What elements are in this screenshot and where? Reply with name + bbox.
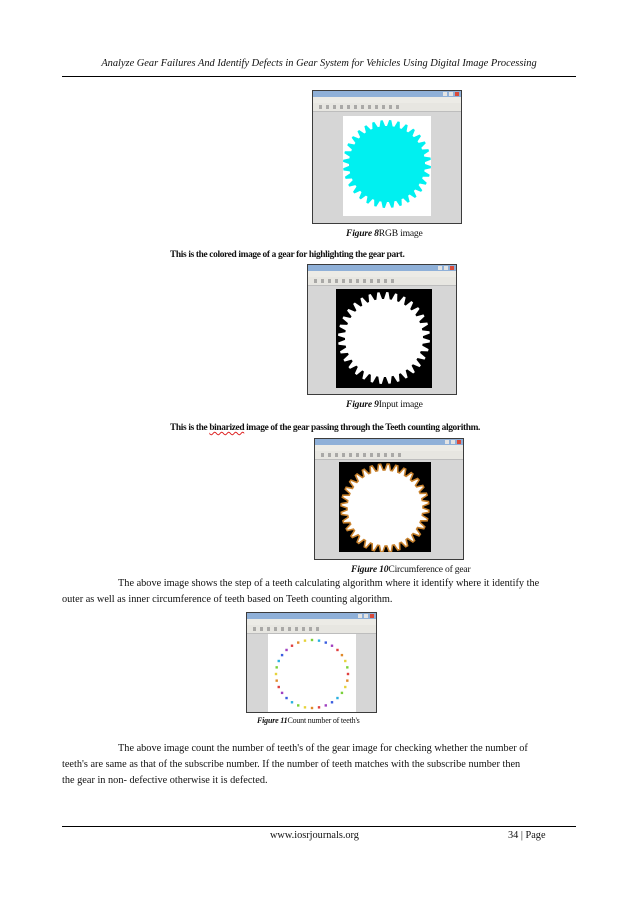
toolbar-icons <box>321 453 401 457</box>
binarized-image-note: This is the binarized image of the gear passing through the Teeth counting algorithm. <box>170 423 481 433</box>
paragraph-line: teeth's are same as that of the subscribe number. If the number of teeth matches with the subscribe number then <box>62 759 521 770</box>
figure-8-text: RGB image <box>378 228 423 239</box>
running-header: Analyze Gear Failures And Identify Defects in Gear System for Vehicles Using Digital Image Processing <box>101 58 537 69</box>
figure-10-number: Figure 10 <box>351 564 389 575</box>
tooth-marker <box>304 639 306 641</box>
tooth-marker <box>291 645 293 647</box>
tooth-marker <box>275 673 277 675</box>
toolbar-icons <box>253 627 319 631</box>
tooth-marker <box>347 673 349 675</box>
figure-9-text: Input image <box>378 399 423 410</box>
header-rule <box>62 76 576 77</box>
figure-9-window <box>307 264 457 395</box>
figure-9-number: Figure 9 <box>346 399 379 410</box>
figure-8-number: Figure 8 <box>346 228 379 239</box>
circumference-gear-image <box>339 462 431 552</box>
toolbar-icons <box>319 105 399 109</box>
tooth-marker <box>304 706 306 708</box>
rgb-gear-image <box>343 116 431 216</box>
tooth-marker <box>344 686 346 688</box>
tooth-marker <box>318 639 320 641</box>
minimize-icon <box>358 614 362 618</box>
teeth-count-paragraph <box>62 741 578 789</box>
tooth-marker <box>275 666 277 668</box>
maximize-icon <box>444 266 448 270</box>
tooth-marker <box>341 692 343 694</box>
toolbar-icons <box>314 279 394 283</box>
maximize-icon <box>364 614 368 618</box>
footer-url: www.iosrjournals.org <box>270 830 359 841</box>
close-icon <box>457 440 461 444</box>
tooth-marker <box>331 645 333 647</box>
minimize-icon <box>445 440 449 444</box>
paragraph-line: The above image shows the step of a teeth calculating algorithm where it identify where it identify the <box>118 578 540 589</box>
tooth-marker <box>346 679 348 681</box>
tooth-marker <box>285 697 287 699</box>
spellcheck-word: binarized <box>209 423 245 433</box>
minimize-icon <box>443 92 447 96</box>
tooth-marker <box>318 706 320 708</box>
close-icon <box>455 92 459 96</box>
figure-10-text: Circumference of gear <box>388 564 471 575</box>
tooth-marker <box>281 654 283 656</box>
figure-11-text: Count number of teeth's <box>287 716 360 725</box>
tooth-marker <box>325 704 327 706</box>
paragraph-line: The above image count the number of teeth's of the gear image for checking whether the number of <box>118 743 528 754</box>
maximize-icon <box>449 92 453 96</box>
binary-gear-image <box>336 289 432 388</box>
tooth-marker <box>336 697 338 699</box>
paragraph-line: outer as well as inner circumference of teeth based on Teeth counting algorithm. <box>62 594 393 605</box>
tooth-marker <box>336 649 338 651</box>
tooth-marker <box>297 641 299 643</box>
tooth-marker <box>325 641 327 643</box>
figure-8-caption <box>346 228 423 239</box>
tooth-marker <box>291 701 293 703</box>
tooth-marker <box>281 692 283 694</box>
close-icon <box>450 266 454 270</box>
tooth-marker <box>311 707 313 709</box>
maximize-icon <box>451 440 455 444</box>
figure-8-window <box>312 90 462 224</box>
tooth-marker <box>341 654 343 656</box>
colored-image-note: This is the colored image of a gear for highlighting the gear part. <box>170 250 405 260</box>
figure-11-window <box>246 612 377 713</box>
tooth-marker <box>311 639 313 641</box>
tooth-marker <box>297 704 299 706</box>
close-icon <box>370 614 374 618</box>
page-number: 34 | Page <box>508 830 546 841</box>
footer-rule <box>62 826 576 827</box>
tooth-marker <box>331 701 333 703</box>
tooth-marker <box>344 660 346 662</box>
circumference-paragraph <box>62 576 578 608</box>
teeth-count-image <box>268 634 356 712</box>
tooth-marker <box>346 666 348 668</box>
figure-11-number: Figure 11 <box>257 716 288 725</box>
figure-11-caption <box>257 716 360 725</box>
tooth-marker <box>278 686 280 688</box>
tooth-marker <box>275 679 277 681</box>
figure-9-caption <box>346 399 423 410</box>
tooth-marker <box>285 649 287 651</box>
minimize-icon <box>438 266 442 270</box>
paragraph-line: the gear in non- defective otherwise it is defected. <box>62 775 268 786</box>
tooth-marker <box>278 660 280 662</box>
figure-10-caption <box>351 564 470 575</box>
figure-10-window <box>314 438 464 560</box>
